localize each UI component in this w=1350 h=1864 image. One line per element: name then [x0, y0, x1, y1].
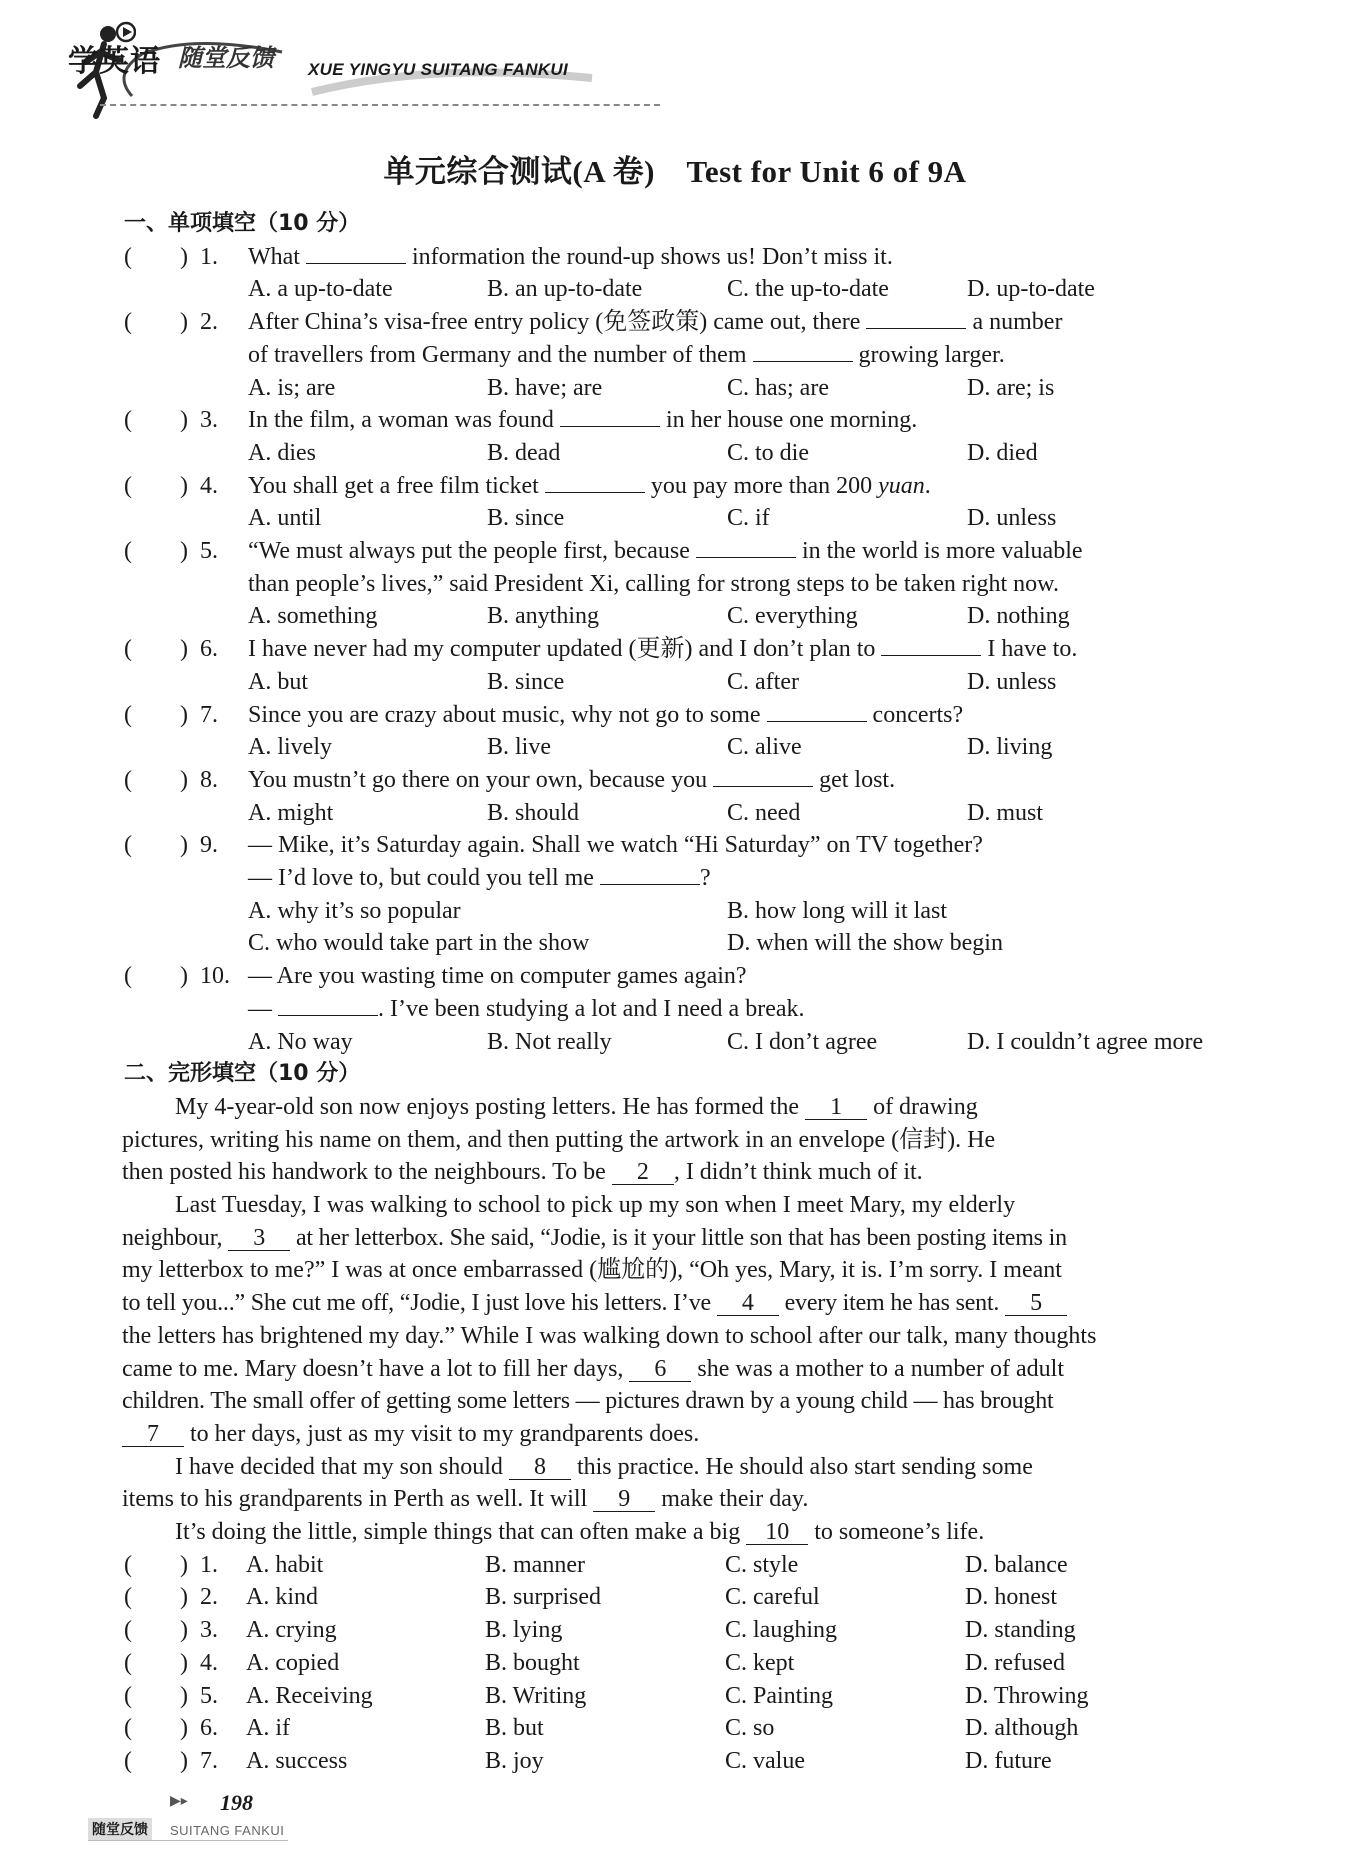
- passage-line: [122, 1418, 699, 1450]
- option: A. until: [248, 505, 322, 532]
- text-segment: ?: [699, 865, 711, 891]
- answer-paren[interactable]: ( ): [124, 1649, 188, 1676]
- text-segment: , I didn’t think much of it.: [673, 1159, 923, 1186]
- text-segment: the letters has brightened my day.” While I was walking down to school after our talk, many thoughts: [122, 1322, 1097, 1349]
- question-text: [248, 535, 1083, 567]
- option: B. bought: [485, 1649, 580, 1676]
- option: A. if: [246, 1715, 290, 1742]
- answer-blank[interactable]: [866, 306, 966, 329]
- text-segment: then posted his handwork to the neighbours. To be: [122, 1159, 612, 1186]
- question-number: 7.: [200, 1747, 218, 1774]
- question-number: 1.: [200, 243, 218, 270]
- option: C. after: [727, 668, 799, 695]
- text-segment: to her days, just as my visit to my grandparents does.: [184, 1420, 700, 1447]
- text-segment: What: [248, 243, 306, 270]
- option: A. copied: [246, 1649, 340, 1676]
- text-segment: .: [924, 472, 931, 499]
- option: C. to die: [727, 439, 809, 466]
- text-segment: you pay more than 200: [644, 472, 879, 499]
- text-segment: a number: [966, 309, 1063, 336]
- text-segment: get lost.: [813, 766, 896, 793]
- text-segment: You shall get a free film ticket: [248, 472, 545, 499]
- cloze-blank[interactable]: 4: [717, 1291, 779, 1316]
- answer-paren[interactable]: ( ): [124, 1551, 188, 1578]
- answer-paren[interactable]: ( ): [124, 1584, 188, 1611]
- passage-line: [122, 1254, 1062, 1286]
- passage-line: [175, 1189, 1015, 1221]
- option: C. need: [727, 799, 801, 826]
- option: C. laughing: [725, 1617, 837, 1644]
- answer-paren[interactable]: ( ): [124, 243, 188, 270]
- answer-blank[interactable]: [545, 470, 645, 493]
- answer-blank[interactable]: [600, 862, 700, 885]
- option: C. has; are: [727, 374, 829, 401]
- footer-english: SUITANG FANKUI: [170, 1823, 285, 1838]
- option: D. are; is: [967, 374, 1055, 401]
- answer-blank[interactable]: [753, 339, 853, 362]
- option: D. when will the show begin: [727, 930, 1003, 957]
- text-segment: Since you are crazy about music, why not go to some: [248, 701, 767, 728]
- option: B. but: [485, 1715, 544, 1742]
- text-segment: I have to.: [981, 636, 1078, 663]
- answer-blank[interactable]: [278, 993, 378, 1016]
- option: B. should: [487, 799, 580, 826]
- text-segment: pictures, writing his name on them, and then putting the artwork in an envelope (信封). He: [122, 1126, 996, 1153]
- text-segment: I have never had my computer updated (更新) and I don’t plan to: [248, 636, 882, 663]
- question-number: 2.: [200, 1584, 218, 1611]
- question-number: 5.: [200, 538, 218, 564]
- question-number: 4.: [200, 472, 218, 499]
- option: C. everything: [727, 603, 858, 630]
- option: A. why it’s so popular: [248, 897, 461, 924]
- text-segment: items to his grandparents in Perth as well. It will: [122, 1486, 594, 1513]
- question-number: 6.: [200, 1715, 218, 1742]
- text-segment: in her house one morning.: [659, 407, 918, 434]
- question-text: [248, 633, 1077, 665]
- answer-paren[interactable]: ( ): [124, 472, 188, 499]
- answer-paren[interactable]: ( ): [124, 636, 188, 663]
- option: C. the up-to-date: [727, 276, 889, 303]
- passage-line: [122, 1287, 1067, 1319]
- answer-paren[interactable]: ( ): [124, 1617, 188, 1644]
- logo-subtitle: 随堂反馈: [178, 44, 274, 72]
- cloze-blank[interactable]: 9: [593, 1487, 655, 1512]
- option: D. must: [967, 799, 1044, 826]
- section-heading: 一、单项填空（10 分）: [124, 211, 361, 236]
- question-text: [248, 241, 893, 273]
- arrow-icon: ▶▸: [170, 1794, 188, 1809]
- option: D. up-to-date: [967, 276, 1095, 303]
- question-number: 10.: [200, 963, 230, 990]
- text-segment: at her letterbox. She said, “Jodie, is it your little son that has been posting items in: [290, 1224, 1067, 1251]
- text-segment: my letterbox to me?” I was at once embarrassed (尴尬的), “Oh yes, Mary, it is. I’m sorry. I meant: [122, 1257, 1062, 1284]
- question-number: 1.: [200, 1551, 218, 1578]
- question-text: [248, 862, 711, 894]
- answer-paren[interactable]: ( ): [124, 1747, 188, 1774]
- text-segment: to someone’s life.: [808, 1519, 985, 1545]
- answer-paren[interactable]: ( ): [124, 538, 188, 564]
- text-segment: information the round-up shows us! Don’t miss it.: [405, 243, 893, 270]
- text-segment: My 4-year-old son now enjoys posting letters. He has formed the: [175, 1093, 806, 1120]
- question-text: [248, 568, 1059, 600]
- text-segment: — Are you wasting time on computer games again?: [248, 963, 747, 990]
- answer-blank[interactable]: [560, 404, 660, 427]
- text-segment: of drawing: [867, 1093, 978, 1120]
- text-segment: she was a mother to a number of adult: [691, 1355, 1064, 1382]
- option: D. died: [967, 439, 1038, 466]
- option: C. if: [727, 505, 770, 532]
- option: A. dies: [248, 439, 316, 466]
- question-text: [248, 339, 1005, 371]
- option: B. manner: [485, 1551, 585, 1578]
- text-segment: I have decided that my son should: [175, 1453, 509, 1480]
- option: D. unless: [967, 668, 1057, 695]
- passage-line: [122, 1385, 1054, 1417]
- option: D. living: [967, 734, 1053, 761]
- option: A. is; are: [248, 374, 336, 401]
- header-divider: [100, 104, 660, 106]
- answer-blank[interactable]: [306, 241, 406, 264]
- answer-paren[interactable]: ( ): [124, 766, 188, 793]
- option: A. might: [248, 799, 334, 826]
- passage-line: [175, 1451, 1033, 1483]
- option: A. habit: [246, 1551, 324, 1578]
- question-number: 4.: [200, 1649, 218, 1676]
- question-number: 6.: [200, 636, 218, 663]
- passage-line: [122, 1483, 808, 1515]
- answer-blank[interactable]: [881, 633, 981, 656]
- text-segment: this practice. He should also start sending some: [570, 1453, 1033, 1480]
- passage-line: [122, 1320, 1096, 1352]
- page-title: 单元综合测试(A 卷) Test for Unit 6 of 9A: [383, 154, 967, 189]
- text-segment: neighbour,: [122, 1224, 229, 1251]
- option: A. No way: [248, 1028, 353, 1055]
- answer-blank[interactable]: [767, 699, 867, 722]
- option: B. an up-to-date: [487, 276, 643, 303]
- answer-blank[interactable]: [696, 535, 796, 558]
- text-segment: came to me. Mary doesn’t have a lot to fill her days,: [122, 1355, 630, 1382]
- question-text: [248, 306, 1062, 338]
- option: B. Not really: [487, 1028, 612, 1055]
- option: B. live: [487, 734, 551, 761]
- option: B. Writing: [485, 1682, 587, 1709]
- text-segment: children. The small offer of getting some letters — pictures drawn by a young child — has brought: [122, 1388, 1054, 1415]
- question-text: [248, 960, 747, 992]
- option: B. have; are: [487, 374, 603, 401]
- option: C. careful: [725, 1584, 820, 1611]
- text-segment: After China’s visa-free entry policy (免签政策) came out, there: [248, 309, 867, 336]
- cloze-blank[interactable]: 5: [1005, 1291, 1067, 1316]
- option: B. how long will it last: [727, 897, 948, 924]
- answer-paren[interactable]: ( ): [124, 1682, 188, 1709]
- text-segment: “We must always put the people first, because: [248, 538, 696, 564]
- question-number: 2.: [200, 309, 218, 336]
- option: C. alive: [727, 734, 802, 761]
- option: D. I couldn’t agree more: [967, 1028, 1204, 1055]
- cloze-blank[interactable]: 3: [228, 1226, 290, 1251]
- option: B. dead: [487, 439, 561, 466]
- passage-line: [122, 1222, 1067, 1254]
- question-number: 7.: [200, 701, 218, 728]
- option: C. who would take part in the show: [248, 930, 590, 957]
- question-number: 8.: [200, 766, 218, 793]
- passage-line: [175, 1516, 984, 1548]
- cloze-blank[interactable]: 6: [629, 1357, 691, 1382]
- text-segment: every item he has sent.: [778, 1290, 1006, 1317]
- cloze-blank[interactable]: 1: [805, 1095, 867, 1120]
- option: A. but: [248, 668, 308, 695]
- option: A. a up-to-date: [248, 276, 393, 303]
- question-text: [248, 470, 931, 502]
- text-segment: growing larger.: [852, 341, 1005, 368]
- option: B. anything: [487, 603, 599, 630]
- text-segment: of travellers from Germany and the number of them: [248, 341, 753, 368]
- option: A. kind: [246, 1584, 318, 1611]
- passage-line: [122, 1353, 1064, 1385]
- answer-paren[interactable]: ( ): [124, 963, 188, 990]
- option: A. success: [246, 1747, 348, 1774]
- cloze-blank[interactable]: 10: [746, 1520, 808, 1545]
- question-text: [248, 404, 917, 436]
- question-number: 9.: [200, 832, 218, 859]
- option: D. refused: [965, 1649, 1065, 1676]
- text-segment: — I’d love to, but could you tell me: [248, 865, 600, 891]
- option: C. kept: [725, 1649, 795, 1676]
- text-segment: In the film, a woman was found: [248, 407, 560, 434]
- text-segment: than people’s lives,” said President Xi, calling for strong steps to be taken right now.: [248, 570, 1059, 597]
- option: D. unless: [967, 505, 1057, 532]
- question-text: [248, 764, 895, 796]
- option: D. standing: [965, 1617, 1076, 1644]
- text-segment: You mustn’t go there on your own, because you: [248, 766, 714, 793]
- passage-line: [175, 1091, 978, 1123]
- logo-title: 学英语: [68, 44, 161, 79]
- option: C. value: [725, 1747, 805, 1774]
- text-segment: to tell you...” She cut me off, “Jodie, I just love his letters. I’ve: [122, 1290, 717, 1317]
- option: C. so: [725, 1715, 775, 1742]
- option: D. Throwing: [965, 1682, 1089, 1709]
- text-segment: It’s doing the little, simple things that can often make a big: [175, 1519, 747, 1545]
- answer-paren[interactable]: ( ): [124, 407, 188, 434]
- option: B. since: [487, 668, 565, 695]
- option: A. something: [248, 603, 378, 630]
- answer-blank[interactable]: [713, 764, 813, 787]
- footer-badge: 随堂反馈: [88, 1818, 152, 1840]
- option: C. I don’t agree: [727, 1028, 878, 1055]
- text-segment: —: [248, 995, 278, 1022]
- section-heading: 二、完形填空（10 分）: [124, 1061, 361, 1087]
- option: A. lively: [248, 734, 332, 761]
- question-text: [248, 699, 963, 731]
- option: B. joy: [485, 1747, 544, 1774]
- logo-english: XUE YINGYU SUITANG FANKUI: [308, 60, 569, 79]
- option: D. although: [965, 1715, 1079, 1742]
- italic-word: yuan: [878, 472, 925, 499]
- text-segment: Last Tuesday, I was walking to school to pick up my son when I meet Mary, my elderly: [175, 1192, 1016, 1218]
- option: C. Painting: [725, 1682, 834, 1709]
- text-segment: concerts?: [866, 701, 964, 728]
- answer-paren[interactable]: ( ): [124, 1715, 188, 1742]
- option: B. lying: [485, 1617, 563, 1644]
- option: B. since: [487, 505, 565, 532]
- option: C. style: [725, 1551, 799, 1578]
- answer-paren[interactable]: ( ): [124, 832, 188, 859]
- option: A. Receiving: [246, 1682, 373, 1709]
- passage-line: [122, 1156, 923, 1188]
- option: B. surprised: [485, 1584, 601, 1611]
- footer-divider: [88, 1840, 288, 1841]
- text-segment: . I’ve been studying a lot and I need a break.: [378, 995, 805, 1022]
- option: D. future: [965, 1747, 1052, 1774]
- question-text: [248, 993, 805, 1025]
- cloze-blank[interactable]: 8: [509, 1455, 571, 1480]
- answer-paren[interactable]: ( ): [124, 701, 188, 728]
- cloze-blank[interactable]: 2: [612, 1160, 674, 1185]
- question-number: 3.: [200, 407, 218, 434]
- option: D. nothing: [967, 603, 1070, 630]
- option: A. crying: [246, 1617, 337, 1644]
- option: D. balance: [965, 1551, 1068, 1578]
- text-segment: make their day.: [655, 1486, 809, 1513]
- text-segment: in the world is more valuable: [795, 538, 1083, 564]
- question-number: 3.: [200, 1617, 218, 1644]
- question-text: [248, 829, 983, 861]
- page-number: 198: [220, 1790, 253, 1815]
- answer-paren[interactable]: ( ): [124, 309, 188, 336]
- cloze-blank[interactable]: 7: [122, 1422, 184, 1447]
- text-segment: — Mike, it’s Saturday again. Shall we watch “Hi Saturday” on TV together?: [248, 832, 983, 859]
- passage-line: [122, 1124, 995, 1156]
- question-number: 5.: [200, 1682, 218, 1709]
- option: D. honest: [965, 1584, 1057, 1611]
